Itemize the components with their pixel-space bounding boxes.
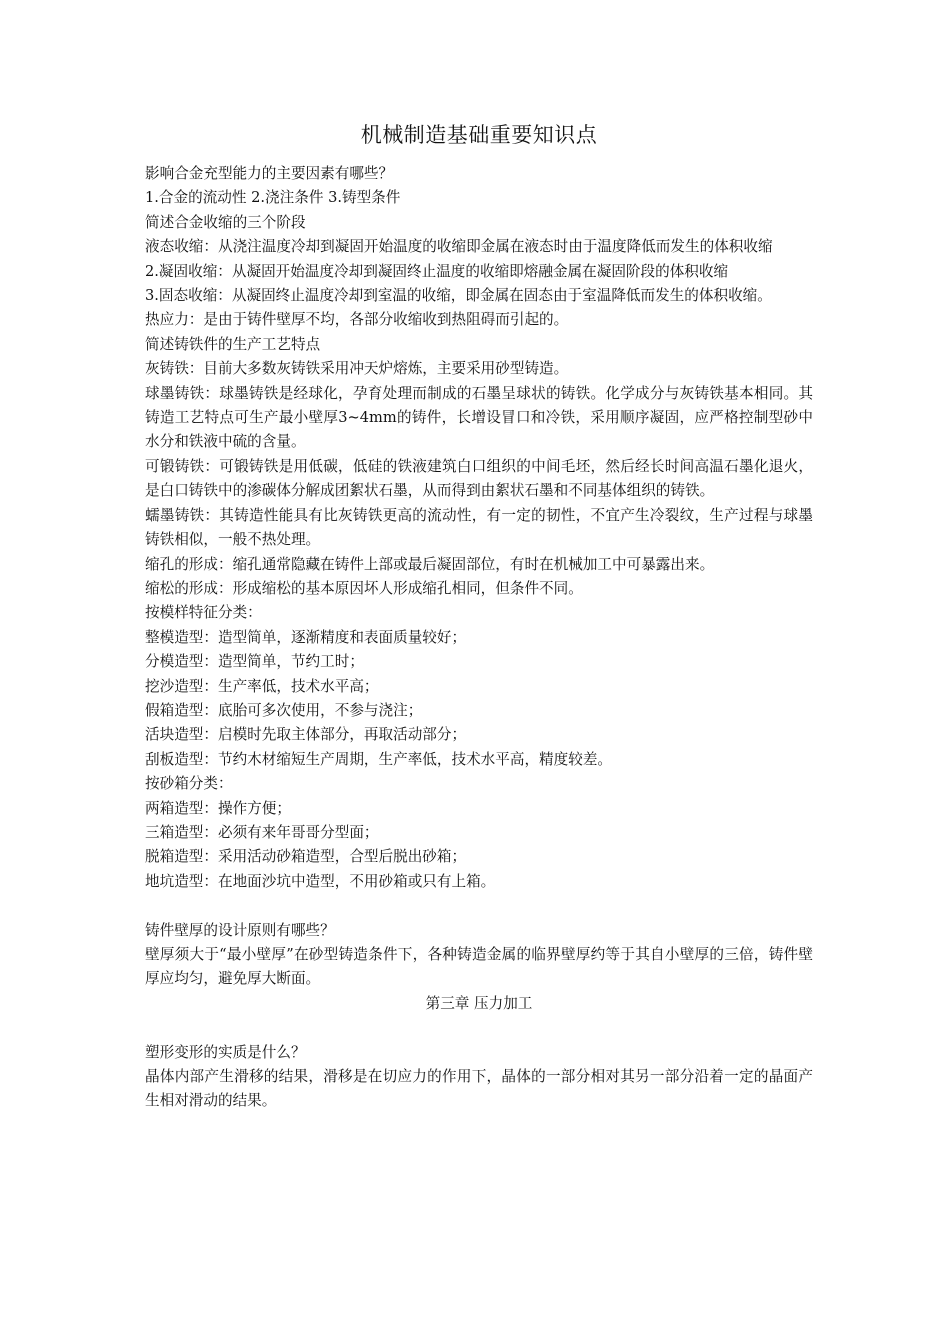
paragraph: 壁厚须大于“最小壁厚”在砂型铸造条件下，各种铸造金属的临界壁厚约等于其自小壁厚的三倍，铸件壁厚应均匀，避免厚大断面。 bbox=[145, 945, 813, 988]
paragraph: 整模造型：造型简单，逐渐精度和表面质量较好； bbox=[145, 628, 467, 646]
paragraph: 活块造型：启模时先取主体部分，再取活动部分； bbox=[145, 726, 467, 744]
paragraph: 3.固态收缩：从凝固终止温度冷却到室温的收缩，即金属在固态由于室温降低而发生的体积收缩。 bbox=[145, 287, 772, 305]
paragraph: 两箱造型：操作方便； bbox=[145, 799, 291, 817]
paragraph: 晶体内部产生滑移的结果，滑移是在切应力的作用下，晶体的一部分相对其另一部分沿着一定的晶面产生相对滑动的结果。 bbox=[145, 1068, 813, 1110]
paragraph: 2.凝固收缩：从凝固开始温度冷却到凝固终止温度的收缩即熔融金属在凝固阶段的体积收缩 bbox=[145, 262, 729, 280]
paragraph: 按模样特征分类： bbox=[145, 604, 262, 622]
document-title: 机械制造基础重要知识点 bbox=[360, 123, 598, 147]
paragraph: 可锻铸铁：可锻铸铁是用低碳，低硅的铁液建筑白口组织的中间毛坯，然后经长时间高温石墨化退火，是白口铸铁中的渗碳体分解成团絮状石墨，从而得到由絮状石墨和不同基体组织的铸铁。 bbox=[145, 457, 813, 500]
paragraph: 分模造型：造型简单，节约工时； bbox=[145, 653, 364, 671]
paragraph: 缩孔的形成：缩孔通常隐藏在铸件上部或最后凝固部位，有时在机械加工中可暴露出来。 bbox=[145, 555, 715, 573]
paragraph: 地坑造型：在地面沙坑中造型，不用砂箱或只有上箱。 bbox=[145, 872, 496, 890]
paragraph: 简述铸铁件的生产工艺特点 bbox=[145, 335, 321, 353]
document-content bbox=[145, 118, 813, 1114]
paragraph: 假箱造型：底胎可多次使用，不参与浇注； bbox=[145, 701, 423, 719]
blank-line bbox=[145, 1016, 813, 1040]
paragraph: 三箱造型：必须有来年哥哥分型面； bbox=[145, 823, 379, 841]
paragraph: 影响合金充型能力的主要因素有哪些？ bbox=[145, 165, 394, 182]
paragraph: 1.合金的流动性 2.浇注条件 3.铸型条件 bbox=[145, 189, 401, 207]
paragraph: 铸件壁厚的设计原则有哪些？ bbox=[145, 921, 335, 939]
blank-line bbox=[145, 894, 813, 918]
paragraph: 灰铸铁：目前大多数灰铸铁采用冲天炉熔炼，主要采用砂型铸造。 bbox=[145, 360, 569, 378]
paragraph: 缩松的形成：形成缩松的基本原因坏人形成缩孔相同，但条件不同。 bbox=[145, 579, 583, 597]
paragraph: 按砂箱分类： bbox=[145, 775, 233, 793]
paragraph: 挖沙造型：生产率低，技术水平高； bbox=[145, 677, 379, 695]
paragraph: 脱箱造型：采用活动砂箱造型，合型后脱出砂箱； bbox=[145, 848, 467, 866]
chapter-heading: 第三章 压力加工 bbox=[425, 994, 533, 1012]
paragraph: 液态收缩：从浇注温度冷却到凝固开始温度的收缩即金属在液态时由于温度降低而发生的体积收缩 bbox=[145, 238, 773, 256]
paragraph: 热应力：是由于铸件壁厚不均，各部分收缩收到热阻碍而引起的。 bbox=[145, 311, 569, 329]
paragraph: 刮板造型：节约木材缩短生产周期，生产率低，技术水平高，精度较差。 bbox=[145, 750, 613, 768]
paragraph: 球墨铸铁：球墨铸铁是经球化，孕育处理而制成的石墨呈球状的铸铁。化学成分与灰铸铁基本相同。其铸造工艺特点可生产最小壁厚3~4mm的铸件，长增设冒口和冷铁，采用顺序凝固，应严格控制型砂中水分和铁液中硫的含量。 bbox=[145, 384, 813, 451]
paragraph: 塑形变形的实质是什么？ bbox=[145, 1043, 306, 1061]
paragraph: 蠕墨铸铁：其铸造性能具有比灰铸铁更高的流动性，有一定的韧性，不宜产生冷裂纹，生产过程与球墨铸铁相似，一般不热处理。 bbox=[145, 506, 813, 549]
paragraph: 简述合金收缩的三个阶段 bbox=[145, 213, 306, 231]
